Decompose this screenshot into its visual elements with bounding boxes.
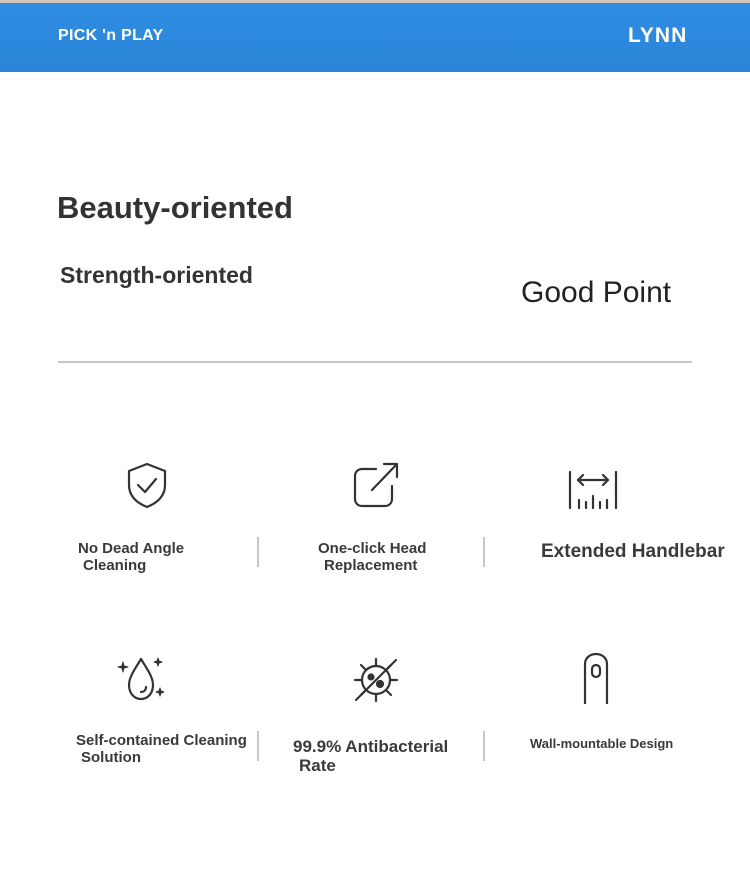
droplet-sparkle-icon bbox=[115, 654, 167, 706]
brand-logo-right: LYNN bbox=[628, 24, 688, 47]
feature-separator bbox=[483, 537, 485, 567]
feature-separator bbox=[257, 731, 259, 761]
wall-mount-icon bbox=[572, 652, 624, 704]
feature-label-wall-mount: Wall-mountable Design bbox=[530, 736, 674, 751]
feature-label-extended-handlebar: Extended Handlebar bbox=[541, 543, 725, 560]
feature-separator bbox=[257, 537, 259, 567]
ruler-extend-icon bbox=[567, 466, 619, 518]
top-banner bbox=[0, 0, 750, 72]
brand-logo-left: PICK 'n PLAY bbox=[58, 27, 164, 44]
feature-separator bbox=[483, 731, 485, 761]
feature-label-no-dead-angle: No Dead Angle Cleaning bbox=[78, 540, 185, 574]
heading-strength: Strength-oriented bbox=[60, 262, 253, 288]
feature-label-cleaning-solution: Self-contained Cleaning Solution bbox=[76, 732, 247, 766]
external-arrow-icon bbox=[348, 459, 400, 511]
shield-check-icon bbox=[121, 459, 173, 511]
heading-good-point: Good Point bbox=[521, 276, 672, 309]
section-divider bbox=[58, 361, 692, 363]
feature-label-head-replacement: One-click Head Replacement bbox=[318, 540, 427, 574]
heading-beauty: Beauty-oriented bbox=[57, 190, 293, 225]
antibacterial-icon bbox=[350, 654, 402, 706]
feature-label-antibacterial: 99.9% Antibacterial Rate bbox=[293, 737, 449, 775]
